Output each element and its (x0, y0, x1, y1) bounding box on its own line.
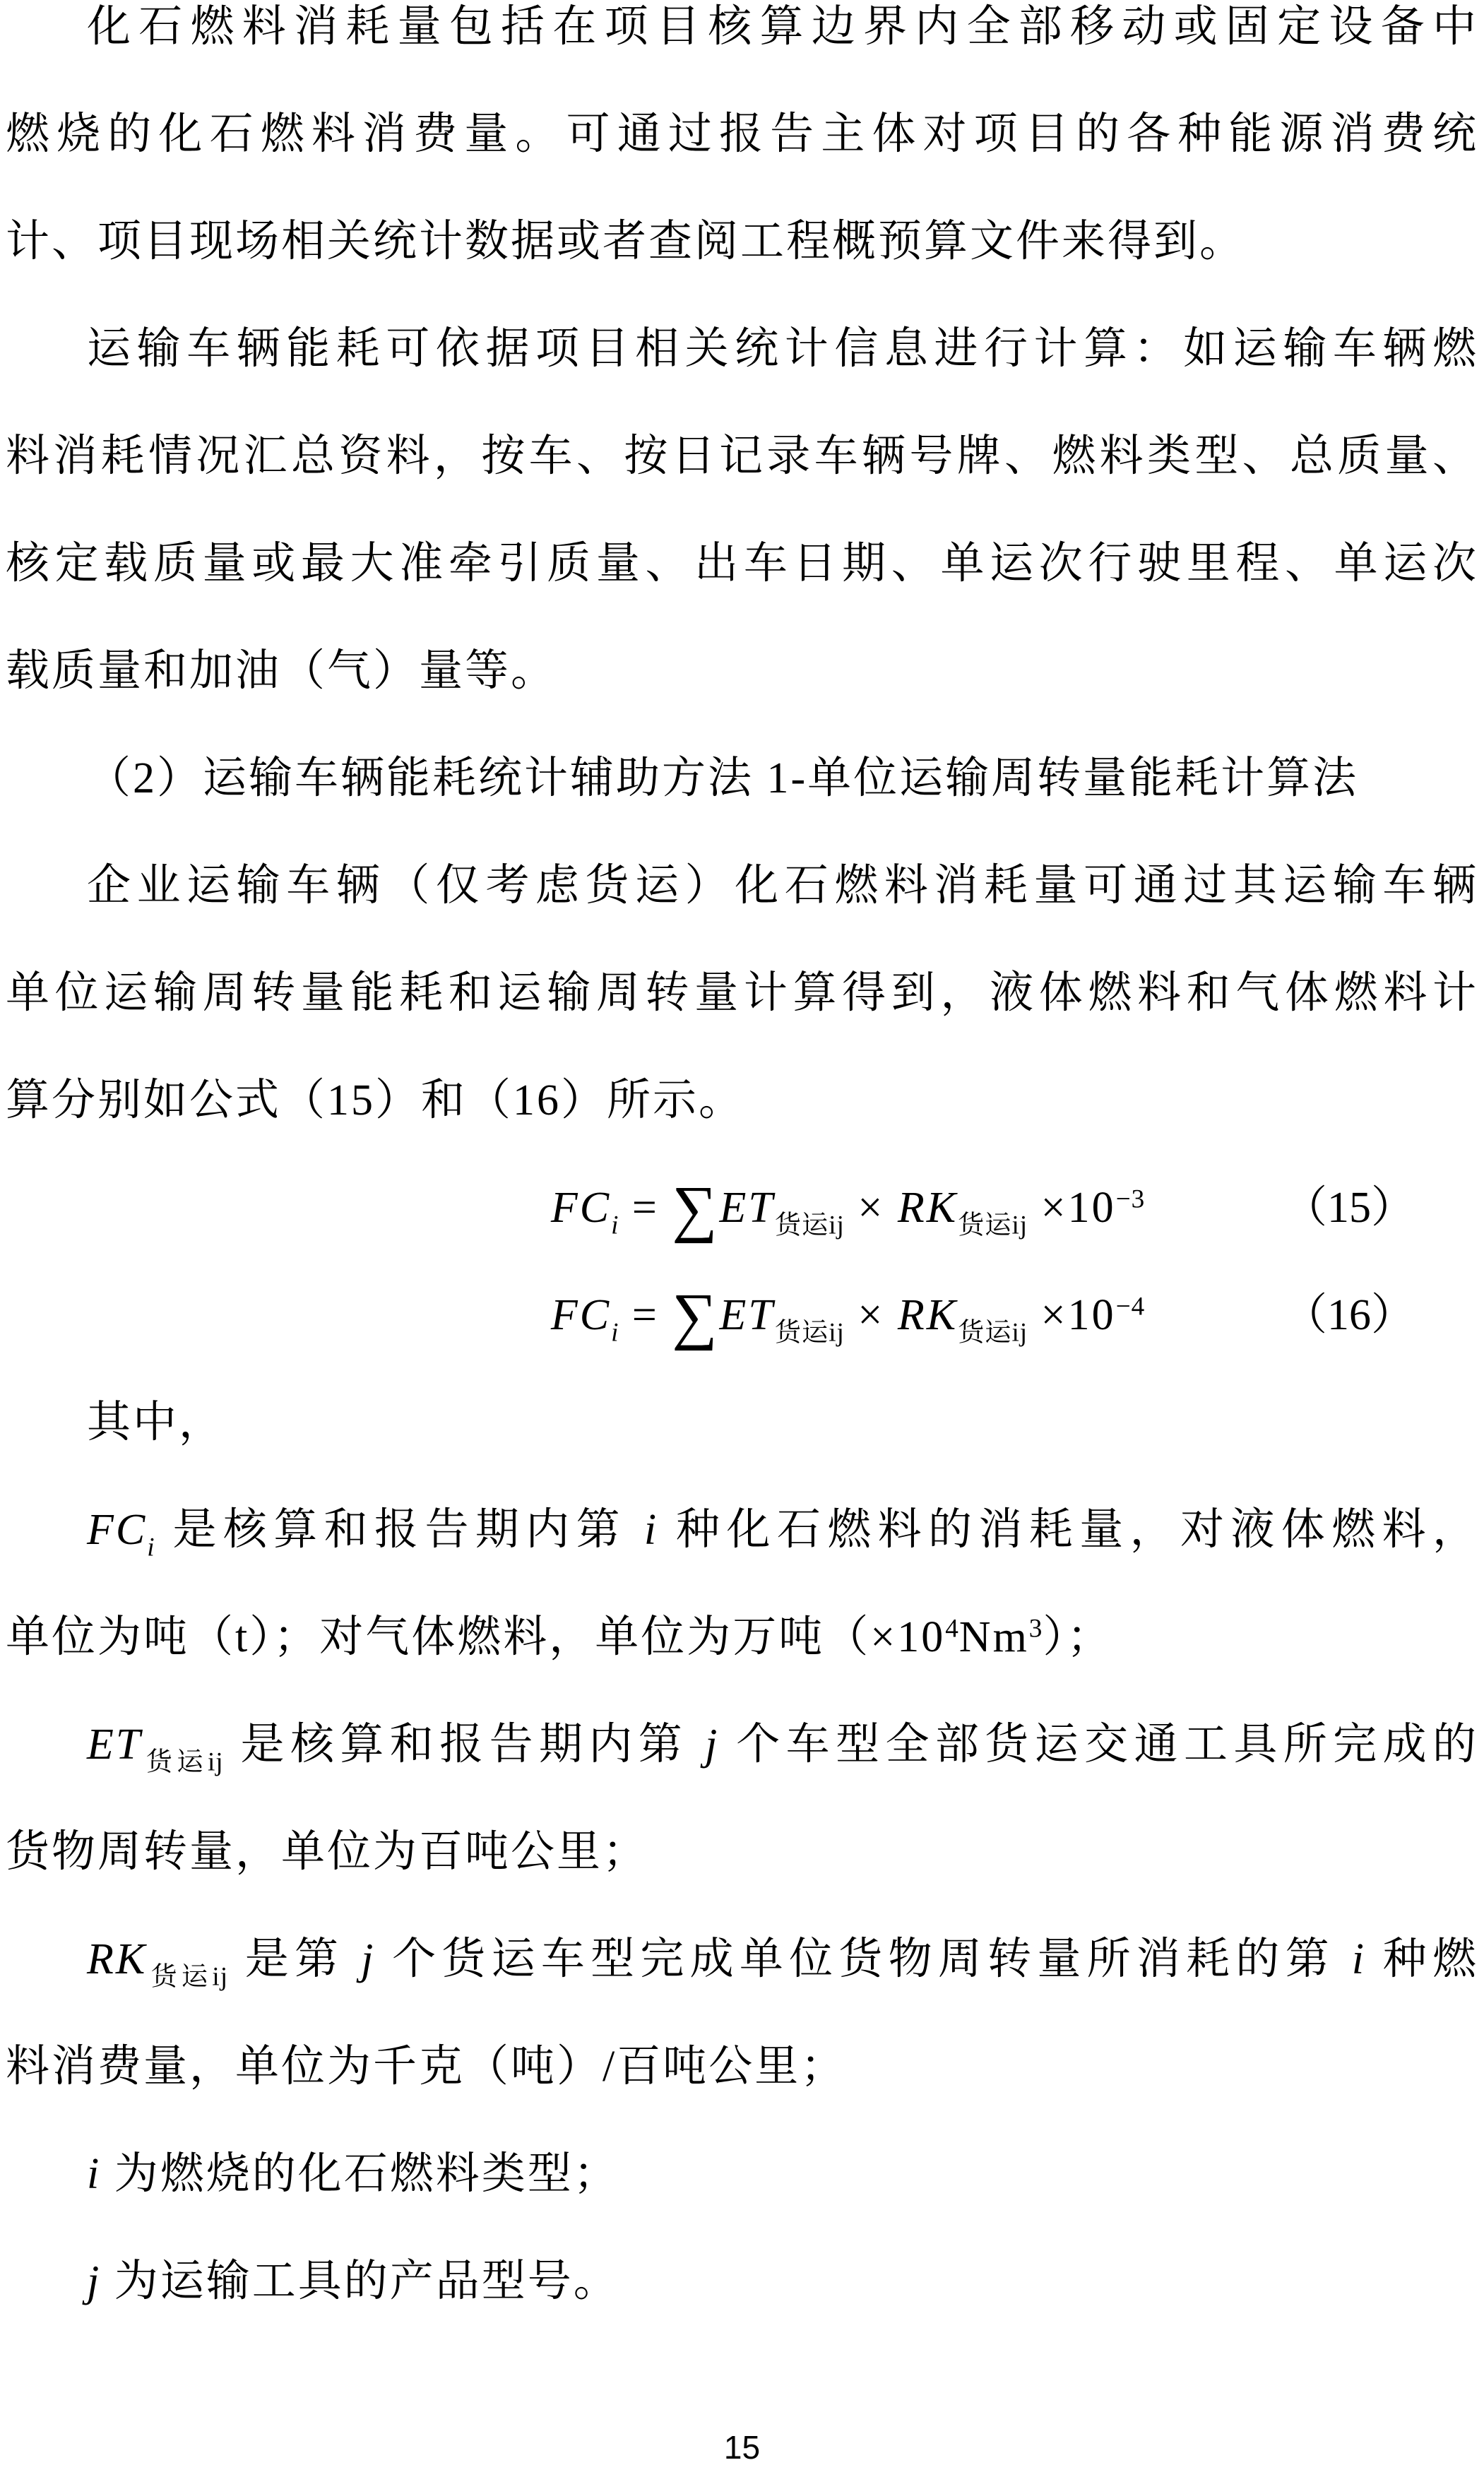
text-run: i (1351, 1935, 1366, 1983)
formula-16 (218, 1261, 1478, 1369)
text-run: （2）运输车辆能耗统计辅助方法 1-单位运输周转量能耗计算法 (87, 754, 1359, 802)
equation-number: （16） (1283, 1291, 1415, 1339)
def-FC-line2 (6, 1584, 1478, 1691)
text-run: i (611, 1318, 619, 1348)
text-run: 为燃烧的化石燃料类型； (101, 2150, 619, 2198)
text-run: × (844, 1184, 898, 1232)
text-run: 核定载质量或最大准牵引质量、出车日期、单运次行驶里程、单运次 (6, 540, 1478, 588)
text-run: 个货运车型完成单位货物周转量所消耗的第 (375, 1935, 1352, 1983)
para3-line1 (6, 832, 1478, 939)
text-run: 为运输工具的产品型号。 (101, 2257, 619, 2305)
document-page (6, 0, 1478, 2335)
def-ET-line1 (6, 1691, 1478, 1798)
def-ET-line2 (6, 1798, 1478, 1906)
text-run: i (643, 1506, 659, 1554)
text-run: ∑ (672, 1281, 720, 1351)
text-run: 料消耗情况汇总资料，按车、按日记录车辆号牌、燃料类型、总质量、 (6, 432, 1478, 480)
where-label (6, 1369, 1478, 1476)
text-run: j (87, 2257, 102, 2305)
para1-line2 (6, 81, 1478, 188)
text-run: −3 (1115, 1184, 1146, 1214)
text-run: 是核算和报告期内第 (223, 1721, 706, 1769)
para3-line3 (6, 1047, 1478, 1154)
text-run: 货运ij (774, 1318, 845, 1348)
page-number: 15 (723, 2429, 761, 2466)
text-run: FC (87, 1506, 148, 1554)
text-run: ET (719, 1291, 775, 1339)
text-run: 化石燃料消耗量包括在项目核算边界内全部移动或固定设备中 (87, 3, 1478, 51)
text-run: 货运ij (774, 1211, 845, 1240)
text-run: 单位为吨（t）；对气体燃料，单位为万吨（×10 (6, 1613, 946, 1661)
text-run: 是第 (228, 1935, 362, 1983)
text-run: 货运ij (142, 1747, 224, 1777)
para2-line1 (6, 295, 1478, 403)
text-run: i (611, 1211, 619, 1240)
text-run: j (705, 1721, 720, 1769)
heading-method (6, 725, 1478, 832)
def-i (6, 2120, 1478, 2228)
def-FC-line1 (6, 1476, 1478, 1584)
text-run: RK (87, 1935, 148, 1983)
text-run: 运输车辆能耗可依据项目相关统计信息进行计算：如运输车辆燃 (87, 325, 1478, 373)
text-run: 其中， (87, 1398, 225, 1447)
text-run: 货运ij (958, 1318, 1028, 1348)
text-run: Nm (958, 1613, 1029, 1661)
text-run: 企业运输车辆（仅考虑货运）化石燃料消耗量可通过其运输车辆 (87, 862, 1478, 910)
text-run: × (844, 1291, 898, 1339)
def-RK-line1 (6, 1906, 1478, 2013)
text-run: 个车型全部货运交通工具所完成的 (719, 1721, 1478, 1769)
para2-line3 (6, 510, 1478, 617)
text-run: 种燃 (1365, 1935, 1478, 1983)
text-run: ET (719, 1184, 775, 1232)
text-run: FC (550, 1184, 612, 1232)
text-run: ×10 (1028, 1184, 1116, 1232)
text-run: −4 (1115, 1292, 1146, 1321)
para2-line2 (6, 403, 1478, 510)
para1-line3 (6, 188, 1478, 295)
text-run: 货运ij (147, 1962, 229, 1992)
text-run: 4 (945, 1614, 959, 1644)
equation-number: （15） (1283, 1184, 1415, 1232)
text-run: 是核算和报告期内第 (155, 1506, 644, 1554)
text-run: ∑ (672, 1173, 720, 1244)
text-run: 货运ij (958, 1211, 1028, 1240)
text-run: i (87, 2150, 102, 2198)
text-run: ）； (1043, 1613, 1113, 1661)
text-run: ET (87, 1721, 143, 1769)
text-run: 种化石燃料的消耗量，对液体燃料， (658, 1506, 1478, 1554)
def-RK-line2 (6, 2013, 1478, 2120)
para3-line2 (6, 939, 1478, 1047)
para2-line4 (6, 617, 1478, 725)
text-run: 3 (1028, 1614, 1043, 1644)
def-j (6, 2228, 1478, 2335)
para1-line1 (6, 0, 1478, 81)
text-run: RK (897, 1184, 958, 1232)
text-run: = (619, 1291, 672, 1339)
text-run: j (361, 1935, 376, 1983)
text-run: 算分别如公式（15）和（16）所示。 (6, 1076, 745, 1124)
text-run: 料消费量，单位为千克（吨）/百吨公里； (6, 2043, 847, 2091)
text-run: i (147, 1533, 155, 1562)
text-run: 载质量和加油（气）量等。 (6, 647, 557, 695)
formula-15 (218, 1154, 1478, 1261)
text-run: 单位运输周转量能耗和运输周转量计算得到，液体燃料和气体燃料计 (6, 969, 1478, 1017)
text-run: 燃烧的化石燃料消费量。可通过报告主体对项目的各种能源消费统 (6, 110, 1478, 158)
text-run: FC (550, 1291, 612, 1339)
text-run: = (619, 1184, 672, 1232)
text-run: RK (897, 1291, 958, 1339)
text-run: 计、项目现场相关统计数据或者查阅工程概预算文件来得到。 (6, 218, 1246, 266)
text-run: 货物周转量，单位为百吨公里； (6, 1828, 649, 1876)
text-run: ×10 (1028, 1291, 1116, 1339)
